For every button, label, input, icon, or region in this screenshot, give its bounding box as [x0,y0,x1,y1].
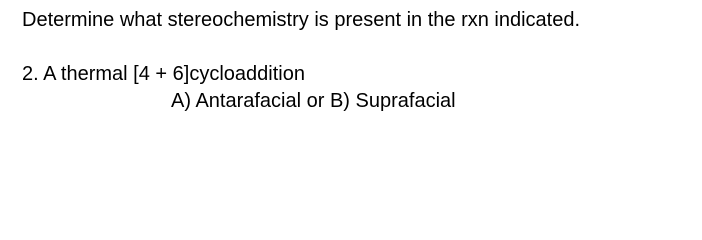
answer-options-text: A) Antarafacial or B) Suprafacial [171,90,456,112]
question-text: 2. A thermal [4 + 6]cycloaddition [22,63,305,85]
prompt-text: Determine what stereochemistry is present in the rxn indicated. [22,9,581,31]
